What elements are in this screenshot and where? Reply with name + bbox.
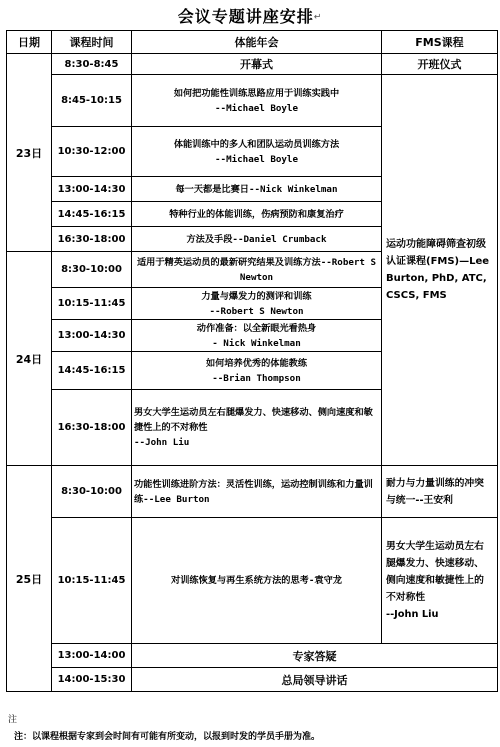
footnote: 注：以课程根据专家到会时间有可能有所变动，以报到时发的学员手册为准。	[14, 732, 321, 742]
talk-cell: 方法及手段--Daniel Crumback	[132, 227, 382, 252]
time-cell: 14:45-16:15	[52, 202, 132, 227]
table-row	[7, 54, 498, 75]
time-cell: 16:30-18:00	[52, 390, 132, 466]
talk-cell: 特种行业的体能训练，伤病预防和康复治疗	[132, 202, 382, 227]
time-cell: 16:30-18:00	[52, 227, 132, 252]
time-cell: 14:45-16:15	[52, 352, 132, 390]
talk-cell: 动作准备：以全新眼光看热身 - Nick Winkelman	[132, 320, 382, 352]
header-main: 体能年会	[132, 31, 382, 54]
time-cell: 14:00-15:30	[52, 668, 132, 692]
talk-cell: 体能训练中的多人和团队运动员训练方法 --Michael Boyle	[132, 127, 382, 177]
fms-cell: 开班仪式	[382, 54, 498, 75]
time-cell: 13:00-14:30	[52, 320, 132, 352]
table-row	[7, 644, 498, 668]
table-row	[7, 75, 498, 127]
page-title: 会议专题讲座安排↵	[177, 7, 323, 26]
talk-cell: 专家答疑	[132, 644, 498, 668]
header-row	[7, 31, 498, 54]
time-cell: 8:45-10:15	[52, 75, 132, 127]
talk-cell: 开幕式	[132, 54, 382, 75]
table-row	[7, 518, 498, 644]
time-cell: 8:30-10:00	[52, 466, 132, 518]
time-cell: 8:30-10:00	[52, 252, 132, 288]
talk-cell: 对训练恢复与再生系统方法的思考-袁守龙	[132, 518, 382, 644]
talk-cell: 功能性训练进阶方法：灵活性训练，运动控制训练和力量训练--Lee Burton	[132, 466, 382, 518]
talk-cell: 如何把功能性训练思路应用于训练实践中 --Michael Boyle	[132, 75, 382, 127]
header-time: 课程时间	[52, 31, 132, 54]
talk-cell: 每一天都是比赛日--Nick Winkelman	[132, 177, 382, 202]
date-cell: 23日	[7, 54, 52, 252]
talk-cell: 如何培养优秀的体能教练 --Brian Thompson	[132, 352, 382, 390]
talk-cell: 总局领导讲话	[132, 668, 498, 692]
talk-cell: 适用于精英运动员的最新研究结果及训练方法--Robert S Newton	[132, 252, 382, 288]
time-cell: 10:15-11:45	[52, 288, 132, 320]
talk-cell: 力量与爆发力的测评和训练 --Robert S Newton	[132, 288, 382, 320]
time-cell: 10:30-12:00	[52, 127, 132, 177]
date-cell: 25日	[7, 466, 52, 692]
time-cell: 13:00-14:00	[52, 644, 132, 668]
header-fms: FMS课程	[382, 31, 498, 54]
time-cell: 8:30-8:45	[52, 54, 132, 75]
date-cell: 24日	[7, 252, 52, 466]
fms-course-cell: 运动功能障碍筛查初级认证课程(FMS)—Lee Burton, PhD, ATC, CSCS, FMS	[382, 75, 498, 466]
schedule-table	[6, 30, 498, 692]
note-marker: 注	[8, 715, 18, 725]
fms-cell: 耐力与力量训练的冲突与统一--王安利	[382, 466, 498, 518]
time-cell: 10:15-11:45	[52, 518, 132, 644]
talk-cell: 男女大学生运动员左右腿爆发力、快速移动、侧向速度和敏捷性上的不对称性 --John Liu	[132, 390, 382, 466]
table-row	[7, 466, 498, 518]
time-cell: 13:00-14:30	[52, 177, 132, 202]
fms-cell: 男女大学生运动员左右腿爆发力、快速移动、侧向速度和敏捷性上的不对称性 --John Liu	[382, 518, 498, 644]
header-date: 日期	[7, 31, 52, 54]
table-row	[7, 668, 498, 692]
